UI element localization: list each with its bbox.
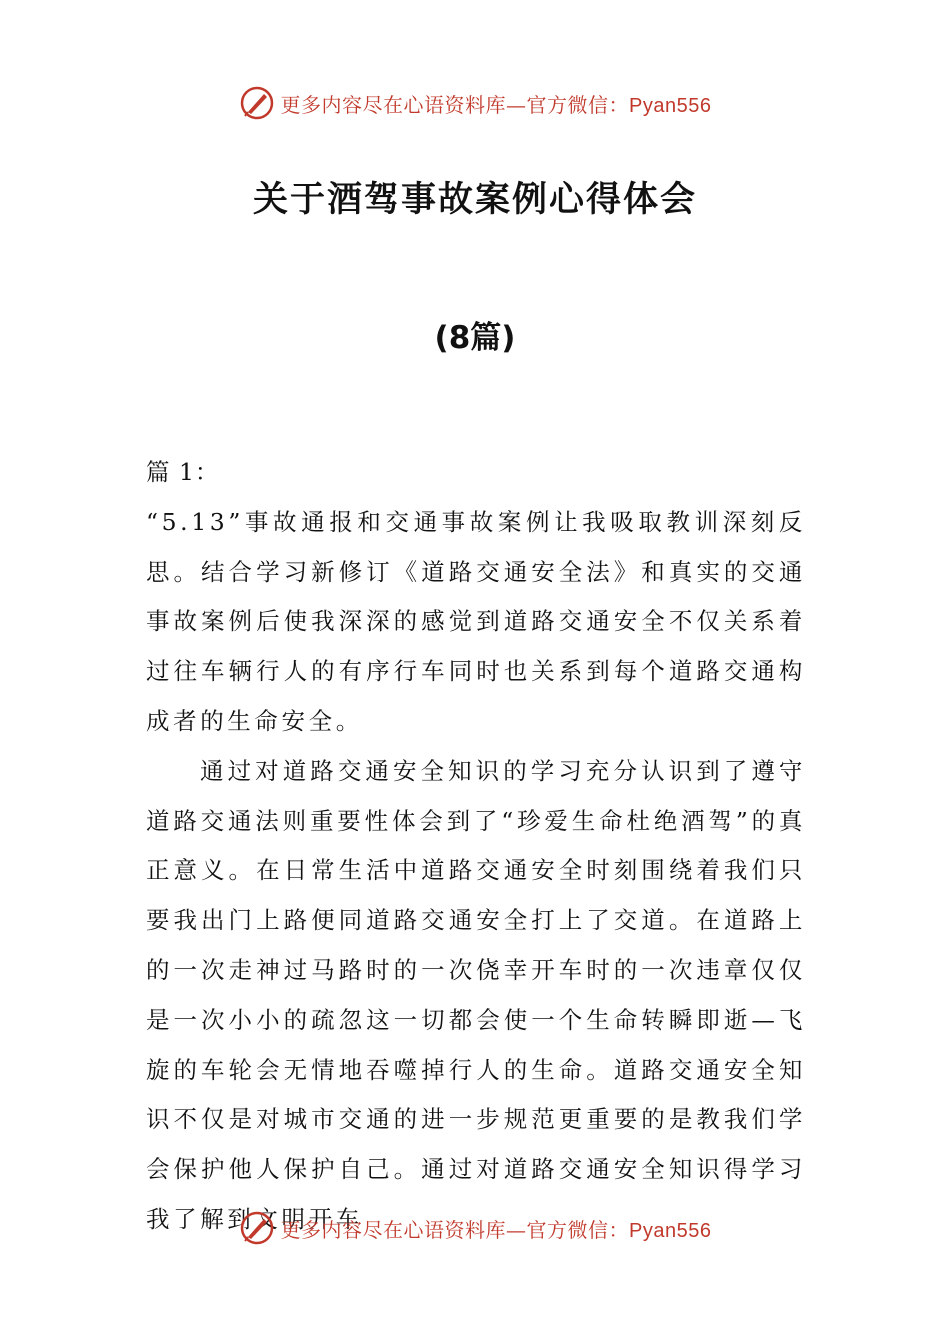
banner-main-text: 更多内容尽在心语资料库	[280, 1217, 507, 1242]
banner-text	[281, 89, 712, 118]
paragraph-1: “5.13”事故通报和交通事故案例让我吸取教训深刻反思。结合学习新修订《道路交通安全法》和真实的交通事故案例后使我深深的感觉到道路交通安全不仅关系着过往车辆行人的有序行车同时也关系到每个道路交通构成者的生命安全。	[146, 507, 806, 735]
banner-dash: —	[506, 92, 527, 117]
header-banner	[0, 85, 950, 121]
document-title: 关于酒驾事故案例心得体会	[252, 180, 697, 220]
banner-main-text: 更多内容尽在心语资料库	[280, 92, 507, 117]
paragraph-2: 通过对道路交通安全知识的学习充分认识到了遵守道路交通法则重要性体会到了“珍爱生命杜绝酒驾”的真正意义。在日常生活中道路交通安全时刻围绕着我们只要我出门上路便同道路交通安全打上了交道。在道路上的一次走神过马路时的一次侥幸开车时的一次违章仅仅是一次小小的疏忽这一切都会使一个生命转瞬即逝—飞旋的车轮会无情地吞噬掉行人的生命。道路交通安全知识不仅是对城市交通的进一步规范更重要的是教我们学会保护他人保护自己。通过对道路交通安全知识得学习我了解到文明开车	[146, 756, 806, 1233]
section-heading: 篇 1：	[146, 458, 220, 486]
banner-text	[281, 1214, 712, 1243]
footer-banner	[0, 1210, 950, 1246]
document-subtitle: (8篇)	[434, 320, 516, 356]
banner-label: 官方微信：	[526, 92, 630, 117]
banner-dash: —	[506, 1217, 527, 1242]
quill-logo-icon	[239, 85, 275, 121]
quill-logo-icon	[239, 1210, 275, 1246]
banner-wechat-id: Pyan556	[629, 1219, 712, 1242]
banner-label: 官方微信：	[526, 1217, 630, 1242]
document-body	[146, 448, 806, 1245]
banner-wechat-id: Pyan556	[629, 94, 712, 117]
